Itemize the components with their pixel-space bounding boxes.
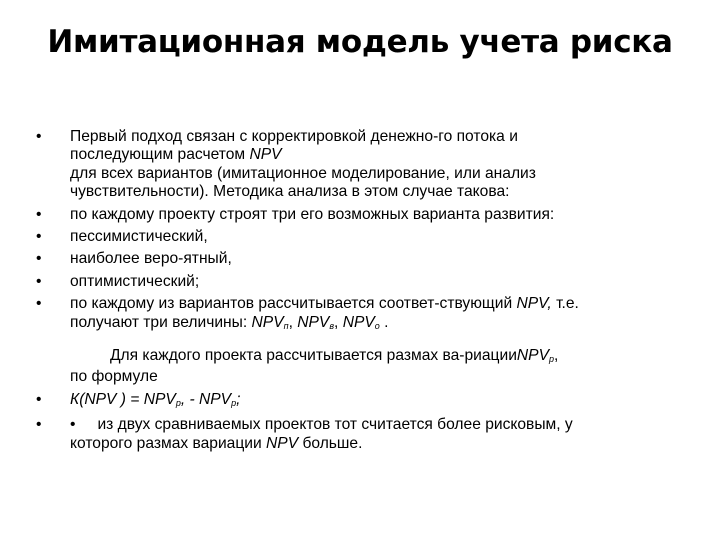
bullet-item-1 [36,128,696,202]
bullet-6-line-2a: получают три величины: [70,313,252,331]
conclusion-line-2b: больше. [298,434,363,452]
bullet-1-line-3: для всех вариантов (имитационное моделирование, или анализ [70,164,536,182]
bullet-item-6: • по каждому из вариантов рассчитывается соответ-ствующий NPV, т.е. получают три величины: $NPV_п$, $NPV_в$, $NPV_о$ . [36,295,696,335]
bullet-3-text: пессимистический, [70,228,208,246]
conclusion-inner-bullet: • [70,416,76,434]
bullet-item-conclusion [36,416,696,453]
conclusion-line-1: из двух сравниваемых проектов тот считается более рисковым, у [97,416,573,434]
bullet-6-line-1a: по каждому из вариантов рассчитывается соответ-ствующий [70,295,517,313]
bullet-1-line-1: Первый подход связан с корректировкой денежно-го потока и [70,128,518,145]
npv-pessimistic: $NPV_п$ [251,313,289,331]
bullet-1-line-2: последующим расчетом [70,146,250,164]
bullet-2-text: по каждому проекту строят три его возможных варианта развития: [70,205,555,223]
variation-formula: К(NPV ) = $NPV_р$, - $NPV_р$; [70,390,241,408]
bullet-item-2 [36,206,696,224]
bullet-item-formula [36,391,696,412]
npv-term: NPV, [516,295,552,313]
bullet-list [36,128,696,457]
npv-range: $NPV_р$ [516,347,555,365]
slide-title: Имитационная модель учета риска [47,24,673,60]
bullet-6-line-1c: т.е. [551,295,579,313]
npv-term: NPV [266,434,299,452]
conclusion-line-2a: которого размах вариации [70,434,267,452]
bullet-1-line-4: чувствительности). Методика анализа в этом случае такова: [70,183,510,201]
paragraph-line-1: Для каждого проекта рассчитывается размах ва-риации [110,347,517,365]
paragraph-line-2: по формуле [70,368,158,386]
bullet-item-4 [36,250,696,268]
bullet-item-3 [36,228,696,246]
npv-optimistic: $NPV_о$ [342,313,380,331]
bullet-4-text: наиболее веро-ятный, [70,250,232,268]
npv-likely: $NPV_в$ [297,313,335,331]
paragraph-variation: Для каждого проекта рассчитывается размах ва-риацииNPV$_р$, по формуле [70,347,559,386]
bullet-item-5 [36,273,696,291]
npv-term: NPV [249,146,282,164]
bullet-5-text: оптимистический; [70,272,200,290]
